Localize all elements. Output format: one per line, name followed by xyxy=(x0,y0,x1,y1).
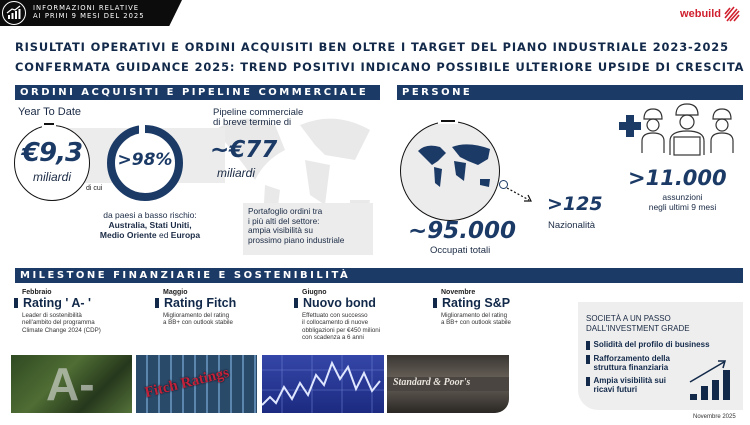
low-risk-region-1: Medio Oriente xyxy=(99,230,157,240)
milestone-desc-line: il collocamento di nuove xyxy=(302,319,369,327)
badge-line-1: INFORMAZIONI RELATIVE xyxy=(33,4,140,12)
milestone-item xyxy=(441,289,511,327)
milestone-desc-line: Leader di sostenibilità xyxy=(22,312,82,319)
photo-a-minus-text: A- xyxy=(46,358,95,410)
ig-item-text: ricavi futuri xyxy=(593,385,638,394)
low-risk-region-2: Europa xyxy=(170,230,201,240)
pipeline-line-2: di breve termine di xyxy=(213,117,292,128)
page-title xyxy=(15,37,745,77)
webuild-stripes-icon xyxy=(724,6,740,22)
footer-date: Novembre 2025 xyxy=(693,414,736,420)
milestone-desc-line: Effettuato con successo xyxy=(302,312,368,319)
orders-amount-unit: miliardi xyxy=(32,170,71,184)
pipeline-amount: ~€77 xyxy=(210,137,278,163)
milestone-desc-line: Miglioramento del rating xyxy=(441,312,508,319)
milestone-desc-line: obbligazioni per €450 milioni xyxy=(302,326,381,334)
milestone-desc-line: Miglioramento del rating xyxy=(163,312,230,319)
ig-item-text: Solidità del profilo di business xyxy=(593,340,710,349)
milestone-month: Giugno xyxy=(302,289,327,296)
pipeline-label xyxy=(213,108,303,128)
bullet-square-icon xyxy=(586,341,590,350)
ring-dash xyxy=(44,123,54,125)
bullet-square-icon xyxy=(586,377,590,386)
ig-item xyxy=(586,340,710,350)
ytd-label: Year To Date xyxy=(18,106,81,118)
milestone-item xyxy=(22,289,101,334)
bullet-square-icon xyxy=(294,298,298,308)
workers-icon xyxy=(640,103,735,159)
globe-dash xyxy=(441,120,455,122)
milestone-title: Rating S&P xyxy=(442,296,511,310)
milestones-section-header: MILESTONE FINANZIARIE E SOSTENIBILITÀ xyxy=(15,268,743,283)
milestone-month: Novembre xyxy=(441,289,476,296)
milestone-desc-line: a BB+ con outlook stabile xyxy=(441,319,511,327)
percent-ring-gap xyxy=(139,123,145,135)
milestone-desc-line: a BB+ con outlook stabile xyxy=(163,319,233,327)
portfolio-line-4: prossimo piano industriale xyxy=(248,234,345,245)
people-section-header: PERSONE xyxy=(397,85,743,100)
photo-bond-chart xyxy=(262,355,384,413)
bar-chart-growth-icon xyxy=(2,1,26,25)
ig-item-text: struttura finanziaria xyxy=(593,363,669,372)
bond-chart-icon xyxy=(262,355,384,413)
info-badge-text xyxy=(33,4,145,20)
title-line-1: RISULTATI OPERATIVI E ORDINI ACQUISITI BEN OLTRE I TARGET DEL PIANO INDUSTRIALE 2023-2025 xyxy=(15,40,729,54)
low-risk-connector: ed xyxy=(156,230,171,240)
bullet-square-icon xyxy=(586,355,590,364)
di-cui-label: di cui xyxy=(86,185,103,192)
employees-count: ~95.000 xyxy=(408,218,517,244)
webuild-logo xyxy=(680,6,740,22)
pipeline-unit: miliardi xyxy=(217,166,256,180)
photo-fitch-text: Fitch Ratings xyxy=(143,364,231,402)
percent-value: >98% xyxy=(117,150,173,170)
ig-item-text: Ampia visibilità sui xyxy=(593,376,666,385)
milestone-item xyxy=(302,289,380,341)
dotted-arrow-icon xyxy=(505,186,535,206)
milestone-desc-line: con scadenza a 6 anni xyxy=(302,333,364,341)
nationalities-count: >125 xyxy=(547,193,603,215)
pipeline-line-1: Pipeline commerciale xyxy=(213,107,304,118)
low-risk-text xyxy=(75,210,225,240)
orders-amount: €9,3 xyxy=(21,138,83,168)
ig-head-line-1: SOCIETÀ A UN PASSO xyxy=(586,314,671,323)
bullet-square-icon xyxy=(14,298,18,308)
badge-line-2: AI PRIMI 9 MESI DEL 2025 xyxy=(33,12,145,20)
ig-head-line-2: DALL'INVESTMENT GRADE xyxy=(586,323,690,333)
milestone-item xyxy=(163,289,236,327)
milestone-desc-line: nell'ambito del programma xyxy=(22,319,95,327)
logo-text: webuild xyxy=(680,8,721,20)
milestone-month: Maggio xyxy=(163,289,188,296)
hires-label-2: negli ultimi 9 mesi xyxy=(648,202,717,212)
photo-cdp-forest xyxy=(11,355,132,413)
nationalities-label: Nazionalità xyxy=(548,220,595,231)
hires-count: >11.000 xyxy=(628,166,727,190)
world-map-icon xyxy=(418,143,498,198)
bullet-square-icon xyxy=(433,298,437,308)
employees-label: Occupati totali xyxy=(430,245,491,256)
portfolio-box xyxy=(243,203,373,255)
low-risk-line-2: Australia, Stati Uniti, xyxy=(108,220,192,230)
low-risk-line-1: da paesi a basso rischio: xyxy=(103,210,197,220)
milestone-title: Rating ' A- ' xyxy=(23,296,91,310)
bullet-square-icon xyxy=(155,298,159,308)
photo-fitch-building xyxy=(136,355,257,413)
ig-item-text: Rafforzamento della xyxy=(593,354,670,363)
growth-chart-icon xyxy=(688,360,736,402)
portfolio-line-1: Portafoglio ordini tra xyxy=(248,206,323,216)
portfolio-line-2: i più alti del settore: xyxy=(248,215,320,226)
milestone-month: Febbraio xyxy=(22,289,52,296)
orders-section-header: ORDINI ACQUISITI E PIPELINE COMMERCIALE xyxy=(15,85,380,100)
hires-label xyxy=(625,192,740,212)
milestone-desc-line: Climate Change 2024 (CDP) xyxy=(22,326,101,334)
hires-label-1: assunzioni xyxy=(662,192,703,202)
title-line-2: CONFERMATA GUIDANCE 2025: TREND POSITIVI INDICANO POSSIBILE ULTERIORE UPSIDE DI CRESCITA xyxy=(15,60,745,74)
milestone-title: Nuovo bond xyxy=(303,296,376,310)
photo-sp-building xyxy=(387,355,509,413)
photo-sp-text: Standard & Poor's xyxy=(393,377,471,388)
investment-grade-box xyxy=(578,302,743,410)
milestone-title: Rating Fitch xyxy=(164,296,237,310)
portfolio-line-3: ampia visibilità su xyxy=(248,225,314,236)
